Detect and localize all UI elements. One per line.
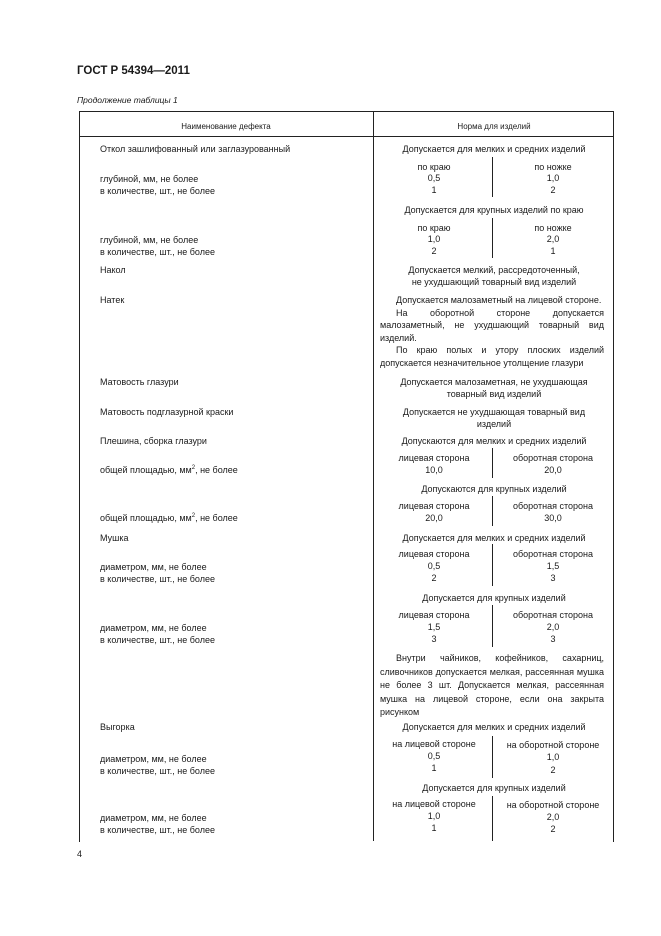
- subcolumn-divider: [492, 218, 493, 258]
- value: 1,0: [546, 173, 560, 183]
- norm-paragraphs-mushka: [380, 652, 604, 720]
- norm-paragraph: По краю полых и утору плоских изделий допускается незначительное утолщение глазури: [380, 345, 604, 368]
- value: 1,5: [546, 561, 560, 571]
- norm-label: Допускается для крупных изделий по краю: [404, 205, 584, 215]
- subcolumn-header: на лицевой стороне: [392, 799, 476, 809]
- param-label: в количестве, шт., не более: [100, 635, 215, 645]
- value: 1: [431, 763, 437, 773]
- subcolumn-header: лицевая сторона: [398, 453, 470, 463]
- value: 2: [431, 246, 437, 256]
- norm-label: Допускается для мелких и средних изделий: [402, 533, 586, 543]
- value: 0,5: [427, 173, 441, 183]
- value: 10,0: [425, 465, 443, 475]
- value: 20,0: [544, 465, 562, 475]
- value: 1: [431, 823, 437, 833]
- subcolumn-header: оборотная сторона: [513, 453, 593, 463]
- subcolumn-header: по краю: [417, 162, 451, 172]
- value: 3: [550, 573, 556, 583]
- value: 0,5: [427, 561, 441, 571]
- param-label: глубиной, мм, не более: [100, 174, 199, 184]
- value: 2: [550, 765, 556, 775]
- defect-name-mushka: Мушка: [100, 533, 129, 543]
- norm-text: изделий: [476, 419, 512, 429]
- norm-label: Допускаются для мелких и средних изделий: [401, 436, 587, 446]
- table-column-divider: [373, 111, 374, 841]
- page-number: 4: [77, 849, 83, 859]
- subcolumn-header: на лицевой стороне: [392, 739, 476, 749]
- norm-label: Допускается для крупных изделий: [422, 783, 566, 793]
- param-label: в количестве, шт., не более: [100, 186, 215, 196]
- value: 1: [550, 246, 556, 256]
- value: 1,0: [427, 234, 441, 244]
- subcolumn-header: лицевая сторона: [398, 549, 470, 559]
- subcolumn-header: на оборотной стороне: [506, 740, 600, 750]
- subcolumn-header: по ножке: [534, 162, 572, 172]
- defect-name-otkol: Откол зашлифованный или заглазурованный: [100, 144, 291, 154]
- value: 30,0: [544, 513, 562, 523]
- document-title: ГОСТ Р 54394—2011: [77, 65, 190, 77]
- subcolumn-header: оборотная сторона: [513, 610, 593, 620]
- subcolumn-divider: [492, 796, 493, 841]
- subcolumn-header: оборотная сторона: [513, 501, 593, 511]
- defect-name-natek: Натек: [100, 295, 125, 305]
- param-label: общей площадью, $мм^2$, не более: [100, 513, 238, 523]
- norm-label: Допускается для мелких и средних изделий: [402, 144, 586, 154]
- value: 1,5: [427, 622, 441, 632]
- value: 2,0: [546, 622, 560, 632]
- value: 3: [431, 634, 437, 644]
- value: 1,0: [546, 752, 560, 762]
- param-label: диаметром, мм, не более: [100, 623, 207, 633]
- defect-name-matovost: Матовость глазури: [100, 377, 179, 387]
- defect-name-nakol: Накол: [100, 265, 126, 275]
- subcolumn-header: лицевая сторона: [398, 501, 470, 511]
- value: 2: [431, 573, 437, 583]
- norm-label: Допускается для мелких и средних изделий: [402, 722, 586, 732]
- param-label: в количестве, шт., не более: [100, 825, 215, 835]
- value: 20,0: [425, 513, 443, 523]
- defect-name-vygorka: Выгорка: [100, 722, 135, 732]
- value: 0,5: [427, 751, 441, 761]
- subcolumn-divider: [492, 736, 493, 778]
- table-continuation-caption: Продолжение таблицы 1: [77, 95, 178, 105]
- subcolumn-header: оборотная сторона: [513, 549, 593, 559]
- norm-label: Допускается для крупных изделий: [422, 593, 566, 603]
- defect-name-matovost-kraski: Матовость подглазурной краски: [100, 407, 234, 417]
- param-label: в количестве, шт., не более: [100, 247, 215, 257]
- subcolumn-header: на оборотной стороне: [506, 800, 600, 810]
- value: 2: [550, 185, 556, 195]
- column-header-defect: Наименование дефекта: [181, 122, 271, 131]
- norm-paragraph: Допускается малозаметный на лицевой стороне.: [396, 295, 602, 305]
- table-header-divider: [79, 136, 614, 137]
- value: 2: [550, 824, 556, 834]
- param-label: диаметром, мм, не более: [100, 562, 207, 572]
- subcolumn-header: по краю: [417, 223, 451, 233]
- norm-text: Допускается не ухудшающая товарный вид: [402, 407, 586, 417]
- value: 3: [550, 634, 556, 644]
- param-label: в количестве, шт., не более: [100, 574, 215, 584]
- column-header-norm: Норма для изделий: [457, 122, 531, 131]
- subcolumn-header: по ножке: [534, 223, 572, 233]
- subcolumn-divider: [492, 448, 493, 478]
- value: 2,0: [546, 812, 560, 822]
- norm-text: Допускается малозаметная, не ухудшающая: [400, 377, 588, 387]
- norm-text: не ухудшающий товарный вид изделий: [411, 277, 577, 287]
- param-label: в количестве, шт., не более: [100, 766, 215, 776]
- param-label: общей площадью, $мм^2$, не более: [100, 465, 238, 475]
- param-label: диаметром, мм, не более: [100, 754, 207, 764]
- param-label: глубиной, мм, не более: [100, 235, 199, 245]
- subcolumn-header: лицевая сторона: [398, 610, 470, 620]
- subcolumn-divider: [492, 157, 493, 197]
- norm-text: Допускается мелкий, рассредоточенный,: [408, 265, 580, 275]
- norm-text: товарный вид изделий: [446, 389, 542, 399]
- value: 1: [431, 185, 437, 195]
- norm-paragraph: На оборотной стороне допускается малозаметный, не ухудшающий товарный вид изделий.: [380, 307, 604, 343]
- value: 2,0: [546, 234, 560, 244]
- norm-label: Допускаются для крупных изделий: [421, 484, 567, 494]
- param-label: диаметром, мм, не более: [100, 813, 207, 823]
- subcolumn-divider: [492, 605, 493, 647]
- norm-paragraphs-natek: [380, 294, 604, 370]
- subcolumn-divider: [492, 496, 493, 526]
- subcolumn-divider: [492, 544, 493, 586]
- value: 1,0: [427, 811, 441, 821]
- norm-paragraph: Внутри чайников, кофейников, сахарниц, сливочников допускается мелкая, рассеянная мушка не более 3 шт. Допускается мелкая, рассеянная мушка на лицевой стороне, если она закрыта рисунком: [380, 653, 604, 717]
- defect-name-pleshina: Плешина, сборка глазури: [100, 436, 207, 446]
